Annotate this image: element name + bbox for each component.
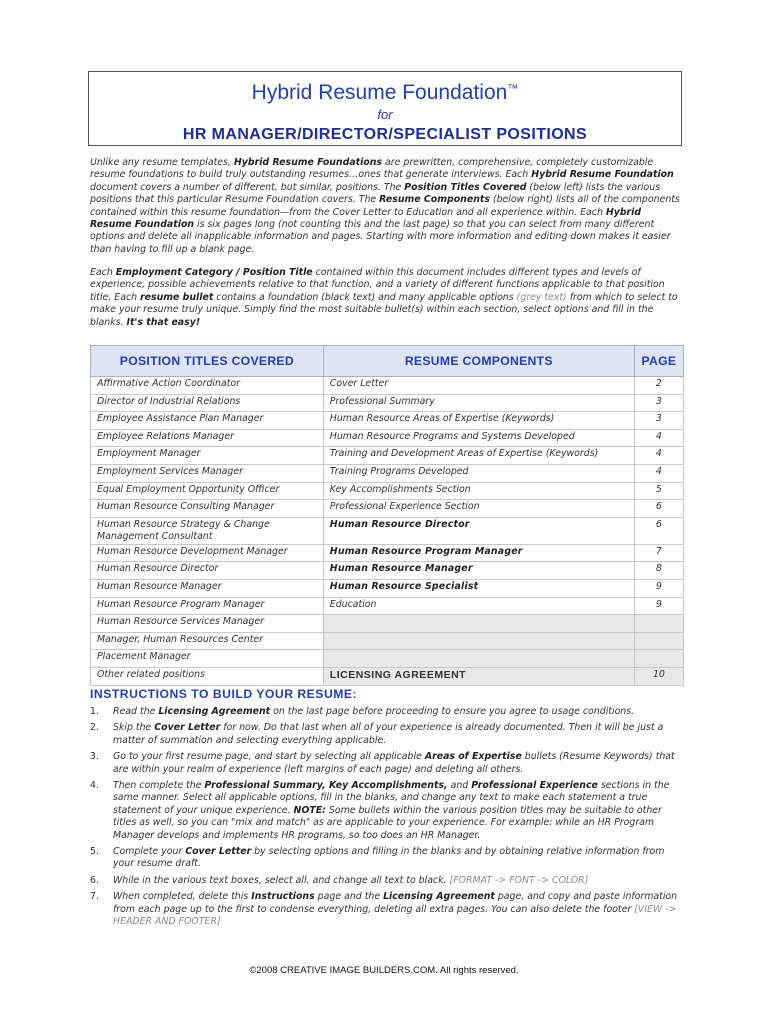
table-row [91, 412, 684, 430]
resume-component-cell: Key Accomplishments Section [323, 482, 634, 500]
text-run: Employment Category / Position Title [115, 267, 313, 278]
instruction-number: 5. [90, 846, 99, 858]
resume-component-cell [323, 650, 634, 668]
text-run: Areas of Expertise [424, 751, 522, 763]
text-run: contains a foundation (black text) and many applicable options [213, 291, 517, 303]
table-row [91, 464, 684, 482]
header-resume-components: RESUME COMPONENTS [323, 346, 634, 377]
page-number-cell: 10 [634, 667, 683, 685]
instruction-item [90, 891, 682, 928]
positions-table [90, 345, 684, 686]
text-run: bullets (Resume Keywords) that are within your realm of experience (left margins of each page) and deleting all others. [113, 751, 675, 775]
text-run: document covers a number of different, but similar, positions. The [90, 181, 405, 193]
text-run: sections in the same manner. Select all applicable options, fill in the blanks, and change any text to make each statement a true statement of your unique experience. [113, 780, 670, 816]
text-run: Licensing Agreement [383, 891, 495, 903]
table-header-row [91, 346, 684, 377]
table-row [91, 482, 684, 500]
instruction-number: 6. [90, 874, 99, 886]
text-run: (below right) lists all of the components contained within this resume foundation—from the Cover Letter to Education and all experience within. Each [90, 194, 680, 218]
resume-component-cell: Education [323, 597, 634, 615]
text-run: (grey text) [516, 291, 567, 303]
resume-component-cell: Human Resource Program Manager [323, 544, 634, 562]
page-number-cell: 9 [634, 597, 683, 615]
intro-paragraph-1 [90, 157, 680, 256]
resume-component-cell: Training and Development Areas of Expertise (Keywords) [323, 447, 634, 465]
position-title-cell: Human Resource Manager [91, 579, 324, 597]
text-run: Skip the [113, 722, 155, 734]
position-title-cell: Other related positions [91, 667, 324, 685]
text-run: Cover Letter [154, 722, 221, 734]
table-row [91, 500, 684, 518]
text-run: Unlike any resume templates, [90, 157, 234, 168]
text-run: by selecting options and filling in the blanks and by obtaining relative information from your resume draft. [113, 846, 665, 870]
text-run: Cover Letter [185, 846, 252, 858]
table-row [91, 377, 684, 395]
position-title-cell: Employee Assistance Plan Manager [91, 412, 324, 430]
text-run: page and the [314, 891, 384, 903]
resume-component-cell: Human Resource Director [323, 517, 634, 544]
resume-component-cell [323, 632, 634, 650]
text-run: Position Titles Covered [404, 181, 527, 193]
text-run: Complete your [113, 846, 186, 858]
text-run: While in the various text boxes, select all, and change all text to black. [113, 874, 450, 886]
page-number-cell: 3 [634, 394, 683, 412]
position-title-cell: Human Resource Development Manager [91, 544, 324, 562]
page-number-cell [634, 615, 683, 633]
text-run: NOTE: [293, 804, 326, 816]
instructions-list [90, 706, 682, 933]
text-run: is six pages long (not counting this and the last page) so that you can select from many different options and delete all inapplicable information and pages. Starting with more information and editing down makes it easier than having to fill up a blank page. [90, 219, 671, 255]
page-number-cell: 3 [634, 412, 683, 430]
table-row [91, 562, 684, 580]
instruction-number: 2. [90, 722, 99, 734]
resume-component-cell [323, 615, 634, 633]
page-number-cell: 4 [634, 464, 683, 482]
table-row [91, 517, 684, 544]
text-run: for now. Do that last when all of your experience is already documented. Then it will be just a matter of summation and selecting everything applicable. [113, 722, 664, 746]
text-run: It's that easy! [126, 316, 201, 328]
page-number-cell: 2 [634, 377, 683, 395]
position-title-cell: Manager, Human Resources Center [91, 632, 324, 650]
text-run: Read the [113, 706, 159, 717]
table-row [91, 632, 684, 650]
text-run: [VIEW -> HEADER AND FOOTER] [113, 903, 677, 928]
position-title-cell: Employee Relations Manager [91, 429, 324, 447]
instruction-item [90, 751, 682, 776]
text-run: contained within this document includes different types and levels of experience, possible achievements relative to that function, and a variety of different functions applicable to that position title. Each [90, 267, 665, 303]
instruction-number: 3. [90, 751, 99, 763]
resume-component-cell: Cover Letter [323, 377, 634, 395]
text-run: resume bullet [140, 291, 214, 303]
intro-paragraph-2 [90, 267, 680, 329]
text-run: Hybrid Resume Foundation [90, 206, 642, 231]
header-position-titles: POSITION TITLES COVERED [91, 346, 324, 377]
instruction-number: 4. [90, 780, 99, 792]
table-row [91, 667, 684, 685]
text-run: on the last page before proceeding to ensure you agree to usage conditions. [270, 706, 635, 717]
text-run: Resume Components [379, 194, 490, 206]
page-number-cell: 5 [634, 482, 683, 500]
position-title-cell: Employment Services Manager [91, 464, 324, 482]
text-run: and [447, 780, 472, 792]
position-title-cell: Human Resource Strategy & Change Management Consultant [91, 517, 324, 544]
page-number-cell: 7 [634, 544, 683, 562]
text-run: Then complete the [113, 780, 205, 792]
text-run: Some bullets within the various position titles may be suitable to other titles as well, so you can "mix and match" as are applicable to your experience. For example: while an HR Program Manager develops and implements HR programs, so too does an HR Manager. [113, 804, 662, 841]
text-run: [FORMAT -> FONT -> COLOR] [449, 874, 589, 886]
text-run: (below left) lists the various positions that this particular Resume Foundation covers. The [90, 181, 661, 206]
table-row [91, 429, 684, 447]
page-number-cell [634, 650, 683, 668]
instruction-item [90, 706, 682, 718]
position-title-cell: Human Resource Services Manager [91, 615, 324, 633]
resume-component-cell: Professional Experience Section [323, 500, 634, 518]
position-title-cell: Affirmative Action Coordinator [91, 377, 324, 395]
page-number-cell: 8 [634, 562, 683, 580]
title-for: for [377, 107, 393, 122]
instruction-item [90, 875, 682, 887]
position-title-cell: Employment Manager [91, 447, 324, 465]
resume-component-cell: Human Resource Programs and Systems Developed [323, 429, 634, 447]
text-run: Each [90, 267, 116, 278]
instruction-number: 1. [90, 706, 99, 717]
page-number-cell: 4 [634, 429, 683, 447]
table-row [91, 544, 684, 562]
resume-component-cell: Human Resource Manager [323, 562, 634, 580]
instructions-heading: INSTRUCTIONS TO BUILD YOUR RESUME: [90, 687, 358, 701]
text-run: are prewritten, comprehensive, completely customizable resume foundations to build truly outstanding resumes…ones that generate interviews. Each [90, 157, 654, 181]
position-title-cell: Director of Industrial Relations [91, 394, 324, 412]
position-title-cell: Human Resource Director [91, 562, 324, 580]
instruction-number: 7. [90, 891, 99, 903]
text-run: Hybrid Resume Foundation [531, 169, 674, 181]
document-subtitle: HR MANAGER/DIRECTOR/SPECIALIST POSITIONS [182, 126, 588, 143]
text-run: Go to your first resume page, and start by selecting all applicable [113, 751, 425, 763]
resume-component-cell: Training Programs Developed [323, 464, 634, 482]
text-run: Professional Experience [471, 780, 598, 792]
table-row [91, 597, 684, 615]
text-run: Hybrid Resume Foundations [233, 157, 383, 168]
page-number-cell: 4 [634, 447, 683, 465]
position-title-cell: Equal Employment Opportunity Officer [91, 482, 324, 500]
resume-component-cell: Professional Summary [323, 394, 634, 412]
text-run: Instructions [251, 891, 315, 903]
page-number-cell: 6 [634, 500, 683, 518]
text-run: Licensing Agreement [158, 706, 271, 717]
footer-copyright: ©2008 CREATIVE IMAGE BUILDERS.COM. All rights reserved. [249, 965, 519, 976]
resume-component-cell: Human Resource Areas of Expertise (Keywords) [323, 412, 634, 430]
text-run: When completed, delete this [113, 891, 252, 903]
document-title: Hybrid Resume Foundation™ [251, 81, 519, 104]
resume-component-cell: LICENSING AGREEMENT [323, 667, 634, 685]
table-row [91, 615, 684, 633]
position-title-cell: Human Resource Program Manager [91, 597, 324, 615]
text-run: from which to select to make your resume truly unique. Simply find the most suitable bullet(s) within each section, select options and fill in the blanks. [90, 291, 678, 328]
table-row [91, 394, 684, 412]
instruction-item [90, 722, 682, 747]
position-title-cell: Human Resource Consulting Manager [91, 500, 324, 518]
table-row [91, 579, 684, 597]
table-row [91, 650, 684, 668]
page-number-cell: 9 [634, 579, 683, 597]
title-box [88, 71, 682, 146]
text-run: page, and copy and paste information from each page up to the first to condense everything, deleting all extra pages. You can also delete the footer [113, 891, 678, 915]
text-run: Professional Summary, Key Accomplishments, [204, 780, 448, 792]
instruction-item [90, 780, 682, 842]
table-row [91, 447, 684, 465]
header-page: PAGE [634, 346, 683, 377]
position-title-cell: Placement Manager [91, 650, 324, 668]
page-number-cell: 6 [634, 517, 683, 544]
resume-component-cell: Human Resource Specialist [323, 579, 634, 597]
instruction-item [90, 846, 682, 871]
page-number-cell [634, 632, 683, 650]
